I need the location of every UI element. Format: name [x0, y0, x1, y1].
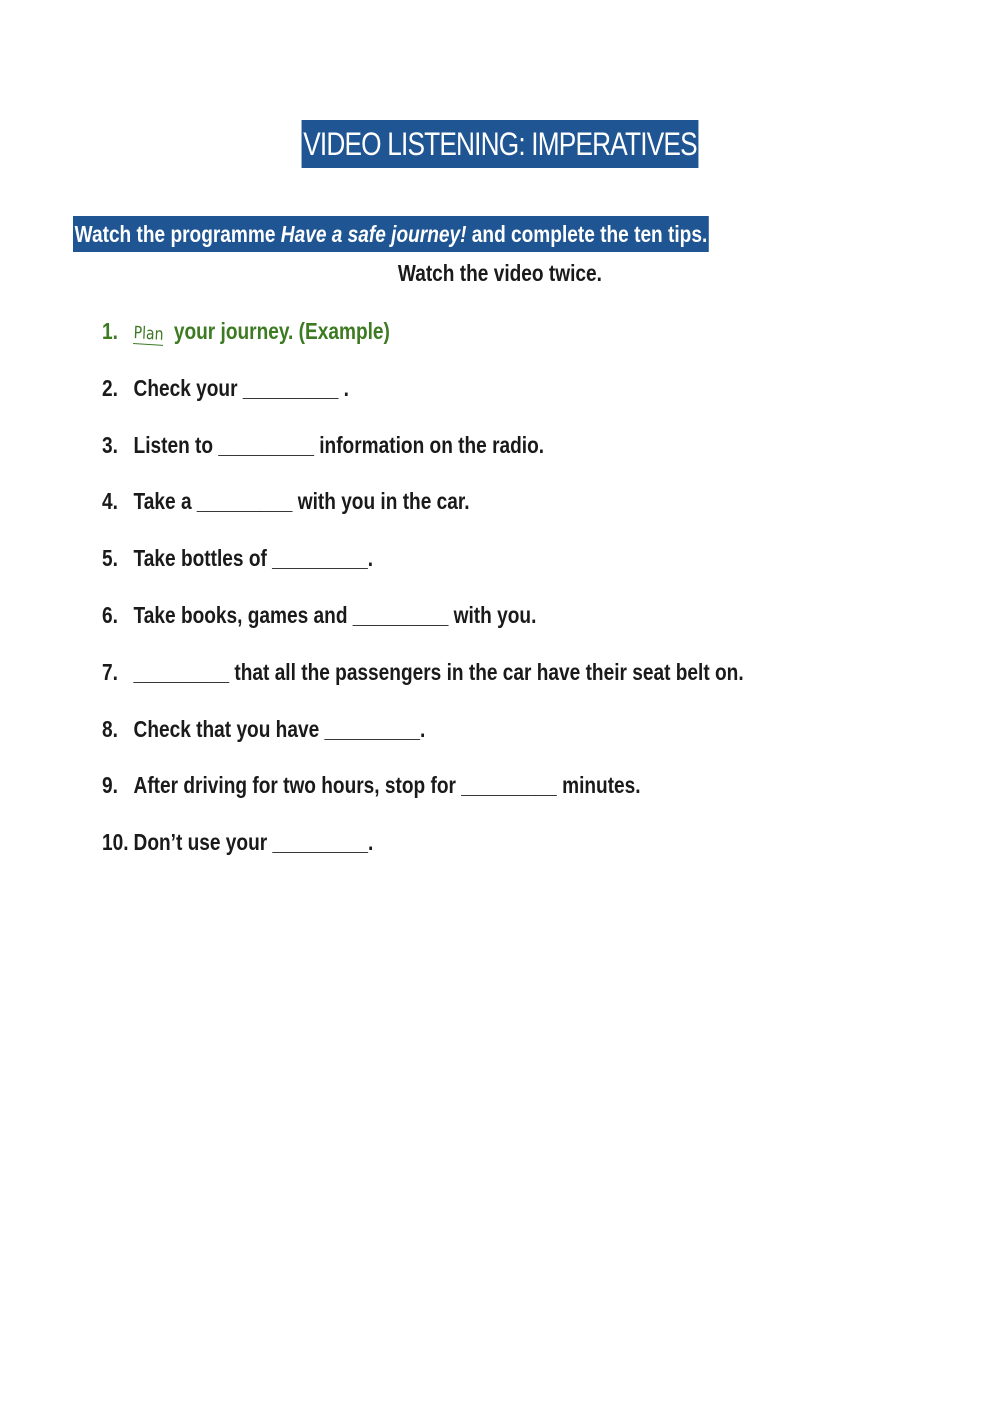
instruction-text-end: and complete the ten tips.	[466, 221, 708, 247]
tip-number: 3.	[102, 431, 118, 458]
tip-item	[102, 711, 744, 768]
tip-text: Don’t use your _________.	[133, 829, 374, 856]
tip-item	[102, 597, 744, 654]
tip-item	[102, 654, 744, 711]
sub-instruction-text: Watch the video twice.	[397, 260, 603, 286]
instruction-text-start: Watch the programme	[74, 221, 281, 247]
tip-text: your journey. (Example)	[168, 318, 390, 344]
tip-text: Listen to _________ information on the radio.	[133, 431, 545, 458]
tip-number: 9.	[102, 772, 118, 799]
tip-text: Take books, games and _________ with you.	[133, 601, 537, 628]
tip-text: Check that you have _________.	[133, 715, 426, 742]
tip-item	[102, 540, 744, 597]
tip-text: After driving for two hours, stop for _________ minutes.	[133, 772, 641, 799]
tip-item	[102, 767, 744, 824]
tip-number: 1.	[102, 318, 118, 344]
tip-number: 5.	[102, 545, 118, 572]
tip-item	[102, 427, 744, 484]
tip-text: _________ that all the passengers in the car have their seat belt on.	[133, 658, 744, 685]
example-tip	[102, 313, 744, 370]
page-title-wrapper	[0, 120, 1000, 168]
tips-list	[102, 313, 875, 881]
tip-number: 6.	[102, 601, 118, 628]
tip-number: 4.	[102, 488, 118, 515]
programme-name: Have a safe journey!	[280, 221, 467, 247]
tip-item	[102, 824, 744, 881]
instruction-banner	[73, 216, 709, 252]
tip-number: 8.	[102, 715, 118, 742]
tip-number: 7.	[102, 658, 118, 685]
tip-number: 2.	[102, 374, 118, 401]
page-title: VIDEO LISTENING: IMPERATIVES	[302, 120, 699, 168]
tip-item	[102, 483, 744, 540]
tip-number: 10.	[102, 829, 129, 856]
sub-instruction	[0, 258, 1000, 288]
tip-text: Take bottles of _________.	[133, 545, 373, 572]
tip-text: Check your _________ .	[133, 374, 349, 401]
example-answer: Plan	[133, 323, 164, 345]
tip-item	[102, 370, 744, 427]
tip-text: Take a _________ with you in the car.	[133, 488, 470, 515]
